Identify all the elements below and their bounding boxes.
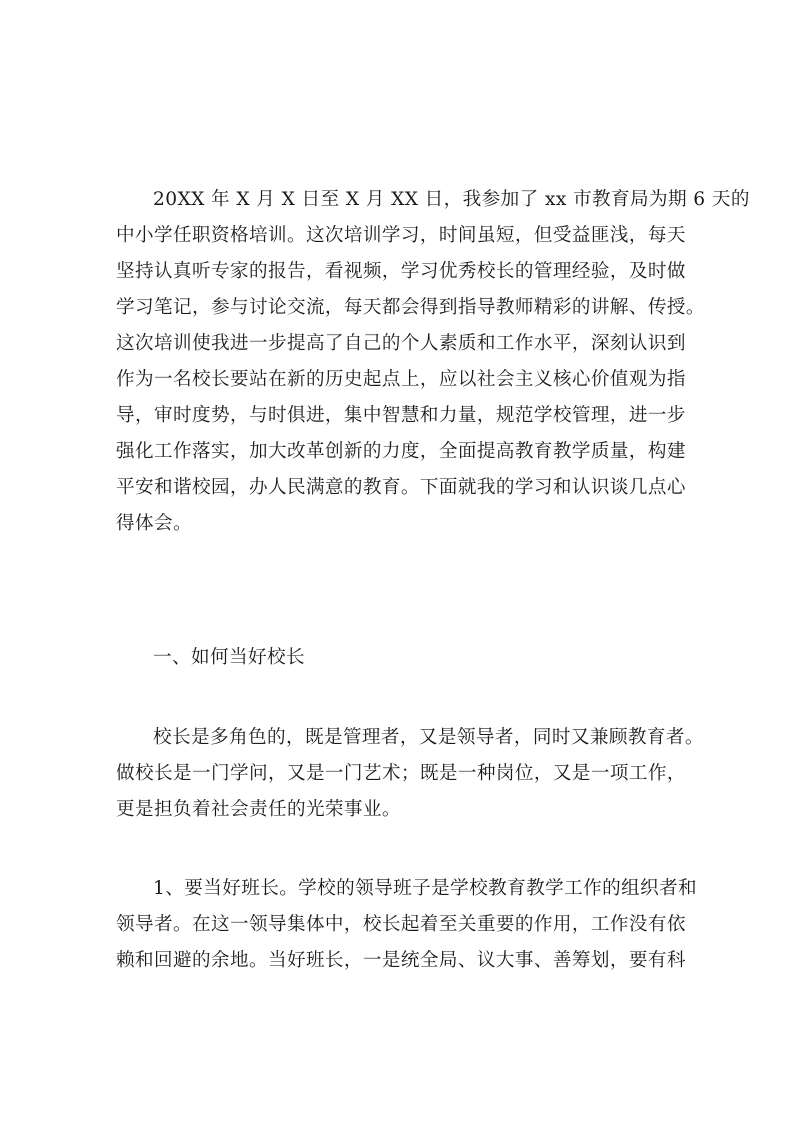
paragraph-1-line-9: 平安和谐校园，办人民满意的教育。下面就我的学习和认识谈几点心	[116, 477, 686, 498]
paragraph-1-line-3: 坚持认真听专家的报告，看视频，学习优秀校长的管理经验，及时做	[116, 261, 686, 282]
paragraph-1-line-10: 得体会。	[116, 513, 192, 534]
paragraph-1-line-2: 中小学任职资格培训。这次培训学习，时间虽短，但受益匪浅，每天	[116, 225, 686, 246]
paragraph-1-line-5: 这次培训使我进一步提高了自己的个人素质和工作水平，深刻认识到	[116, 333, 686, 354]
section-heading: 一、如何当好校长	[153, 647, 305, 668]
paragraph-3-line-1: 1、要当好班长。学校的领导班子是学校教育教学工作的组织者和	[153, 878, 698, 899]
paragraph-2-line-3: 更是担负着社会责任的光荣事业。	[116, 799, 401, 820]
paragraph-1-line-6: 作为一名校长要站在新的历史起点上，应以社会主义核心价值观为指	[116, 369, 686, 390]
paragraph-1-line-8: 强化工作落实，加大改革创新的力度，全面提高教育教学质量，构建	[116, 441, 686, 462]
paragraph-3-line-3: 赖和回避的余地。当好班长，一是统全局、议大事、善筹划，要有科	[116, 950, 686, 971]
paragraph-2-line-1: 校长是多角色的，既是管理者，又是领导者，同时又兼顾教育者。	[153, 727, 704, 748]
paragraph-2-line-2: 做校长是一门学问，又是一门艺术；既是一种岗位，又是一项工作，	[116, 763, 686, 784]
paragraph-3-line-2: 领导者。在这一领导集体中，校长起着至关重要的作用，工作没有依	[116, 914, 686, 935]
paragraph-1-line-7: 导，审时度势，与时俱进，集中智慧和力量，规范学校管理，进一步	[116, 405, 686, 426]
paragraph-1-line-4: 学习笔记，参与讨论交流，每天都会得到指导教师精彩的讲解、传授。	[116, 297, 705, 318]
paragraph-1-line-1: 20XX 年 X 月 X 日至 X 月 XX 日，我参加了 xx 市教育局为期 6 天的	[153, 189, 750, 210]
